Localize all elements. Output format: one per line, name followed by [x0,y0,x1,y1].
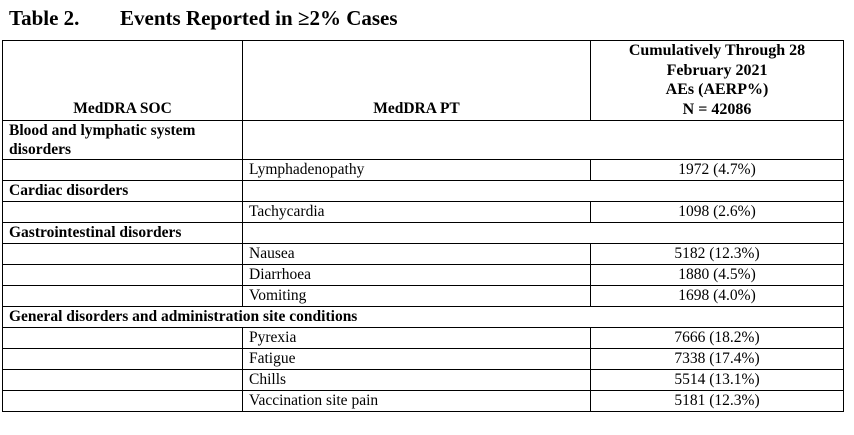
table-caption [9,6,398,31]
empty-cell [3,286,243,307]
pt-cell: Tachycardia [243,202,591,223]
value-cell: 7666 (18.2%) [591,328,844,349]
header-count-line-4: N = 42086 [682,100,752,118]
table-title: Events Reported in ≥2% Cases [120,6,398,30]
soc-row [3,181,844,202]
empty-cell [243,223,844,244]
soc-row [3,223,844,244]
table-row [3,160,844,181]
header-soc: MedDRA SOC [3,41,243,121]
pt-cell: Chills [243,370,591,391]
empty-cell [3,349,243,370]
value-cell: 1880 (4.5%) [591,265,844,286]
soc-cell: Blood and lymphatic system disorders [3,121,243,160]
header-count [591,41,844,121]
pt-cell: Nausea [243,244,591,265]
table-row [3,391,844,412]
value-cell: 5181 (12.3%) [591,391,844,412]
header-count-line-3: AEs (AERP%) [665,81,769,98]
header-count-line-1: Cumulatively Through 28 [628,42,806,59]
header-pt: MedDRA PT [243,41,591,121]
empty-cell [3,391,243,412]
soc-cell: Cardiac disorders [3,181,243,202]
adverse-events-table [2,40,844,412]
value-cell: 7338 (17.4%) [591,349,844,370]
empty-cell [243,121,844,160]
table-row [3,328,844,349]
empty-cell [3,202,243,223]
empty-cell [3,244,243,265]
pt-cell: Vaccination site pain [243,391,591,412]
value-cell: 1698 (4.0%) [591,286,844,307]
table-row [3,202,844,223]
pt-cell: Diarrhoea [243,265,591,286]
table-row [3,265,844,286]
empty-cell [3,328,243,349]
empty-cell [3,160,243,181]
table-row [3,286,844,307]
soc-row [3,121,844,160]
soc-cell: Gastrointestinal disorders [3,223,243,244]
value-cell: 5182 (12.3%) [591,244,844,265]
empty-cell [3,370,243,391]
table-row [3,370,844,391]
header-count-line-2: February 2021 [666,61,768,79]
table-row [3,244,844,265]
value-cell: 1972 (4.7%) [591,160,844,181]
value-cell: 1098 (2.6%) [591,202,844,223]
soc-cell: General disorders and administration site conditions [3,307,844,328]
header-row [3,41,844,121]
table-row [3,349,844,370]
pt-cell: Pyrexia [243,328,591,349]
pt-cell: Lymphadenopathy [243,160,591,181]
table-number: Table 2. [9,6,80,30]
pt-cell: Fatigue [243,349,591,370]
value-cell: 5514 (13.1%) [591,370,844,391]
pt-cell: Vomiting [243,286,591,307]
empty-cell [3,265,243,286]
empty-cell [243,181,844,202]
soc-row [3,307,844,328]
